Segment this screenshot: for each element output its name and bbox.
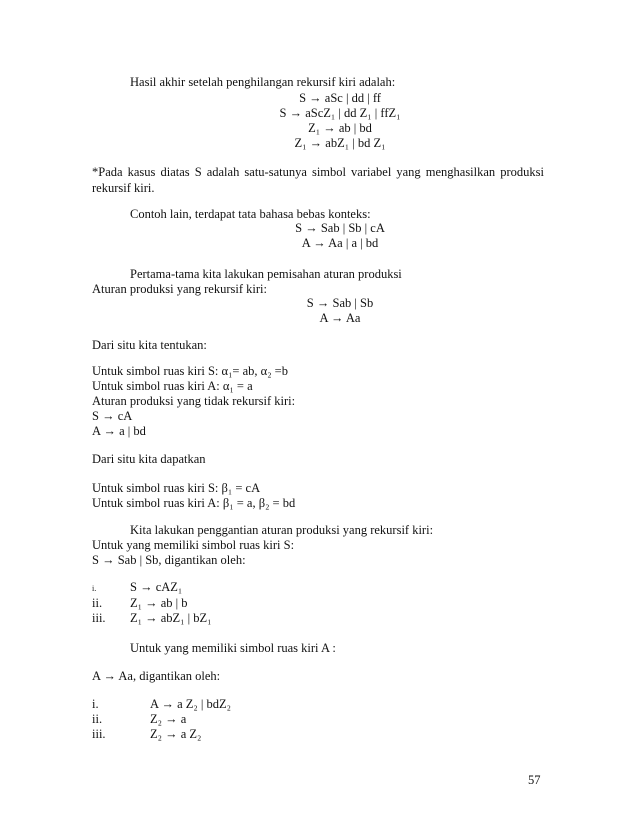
text-line: Untuk simbol ruas kiri A: β₁ = a, β₂ = bd <box>92 496 296 510</box>
list-number: ii. <box>92 712 103 726</box>
page-number: 57 <box>528 773 541 787</box>
list-item: Z₁ → abZ₁ | bZ₁ <box>130 611 212 625</box>
list-item: Z₂ → a Z₂ <box>150 727 202 741</box>
list-item: Z₂ → a <box>150 712 187 726</box>
list-number: iii. <box>92 727 106 741</box>
text-line: Untuk yang memiliki simbol ruas kiri S: <box>92 538 295 552</box>
production-rule: S → Sab | Sb <box>306 296 374 310</box>
note-paragraph: *Pada kasus diatas S adalah satu-satunya simbol variabel yang menghasilkan produksi <box>92 165 544 179</box>
production-rule: A → a | bd <box>92 424 146 438</box>
text-line: Untuk simbol ruas kiri S: α₁= ab, α₂ =b <box>92 364 288 378</box>
list-number: i. <box>92 697 99 711</box>
text-line: Pertama-tama kita lakukan pemisahan aturan produksi <box>130 267 402 281</box>
text-line: Untuk yang memiliki simbol ruas kiri A : <box>130 641 336 655</box>
list-number: ii. <box>92 596 103 610</box>
list-item: Z₁ → ab | b <box>130 596 188 610</box>
production-rule: S → Sab | Sb | cA <box>295 221 385 235</box>
text-line: A → Aa, digantikan oleh: <box>92 669 221 683</box>
production-rule: Z₁ → abZ₁ | bd Z₁ <box>294 136 386 150</box>
production-rule: S → aScZ₁ | dd Z₁ | ffZ₁ <box>279 106 401 120</box>
production-rule: A → Aa <box>319 311 361 325</box>
list-number: i. <box>92 584 97 593</box>
text-line: Untuk simbol ruas kiri S: β₁ = cA <box>92 481 261 495</box>
text-line: rekursif kiri. <box>92 181 155 195</box>
text-line: Contoh lain, terdapat tata bahasa bebas konteks: <box>130 207 371 221</box>
text-line: S → Sab | Sb, digantikan oleh: <box>92 553 246 567</box>
list-item: S → cAZ₁ <box>130 580 183 594</box>
text-line: Hasil akhir setelah penghilangan rekursif kiri adalah: <box>130 75 396 89</box>
production-rule: S → cA <box>92 409 133 423</box>
text-line: Aturan produksi yang tidak rekursif kiri: <box>92 394 296 408</box>
text-line: Kita lakukan penggantian aturan produksi yang rekursif kiri: <box>130 523 434 537</box>
production-rule: S → aSc | dd | ff <box>299 91 381 105</box>
production-rule: A → Aa | a | bd <box>301 236 379 250</box>
production-rule: Z₁ → ab | bd <box>308 121 372 135</box>
text-line: Aturan produksi yang rekursif kiri: <box>92 282 267 296</box>
list-item: A → a Z₂ | bdZ₂ <box>150 697 231 711</box>
list-number: iii. <box>92 611 106 625</box>
text-line: Dari situ kita tentukan: <box>92 338 207 352</box>
text-line: Dari situ kita dapatkan <box>92 452 206 466</box>
text-line: Untuk simbol ruas kiri A: α₁ = a <box>92 379 253 393</box>
